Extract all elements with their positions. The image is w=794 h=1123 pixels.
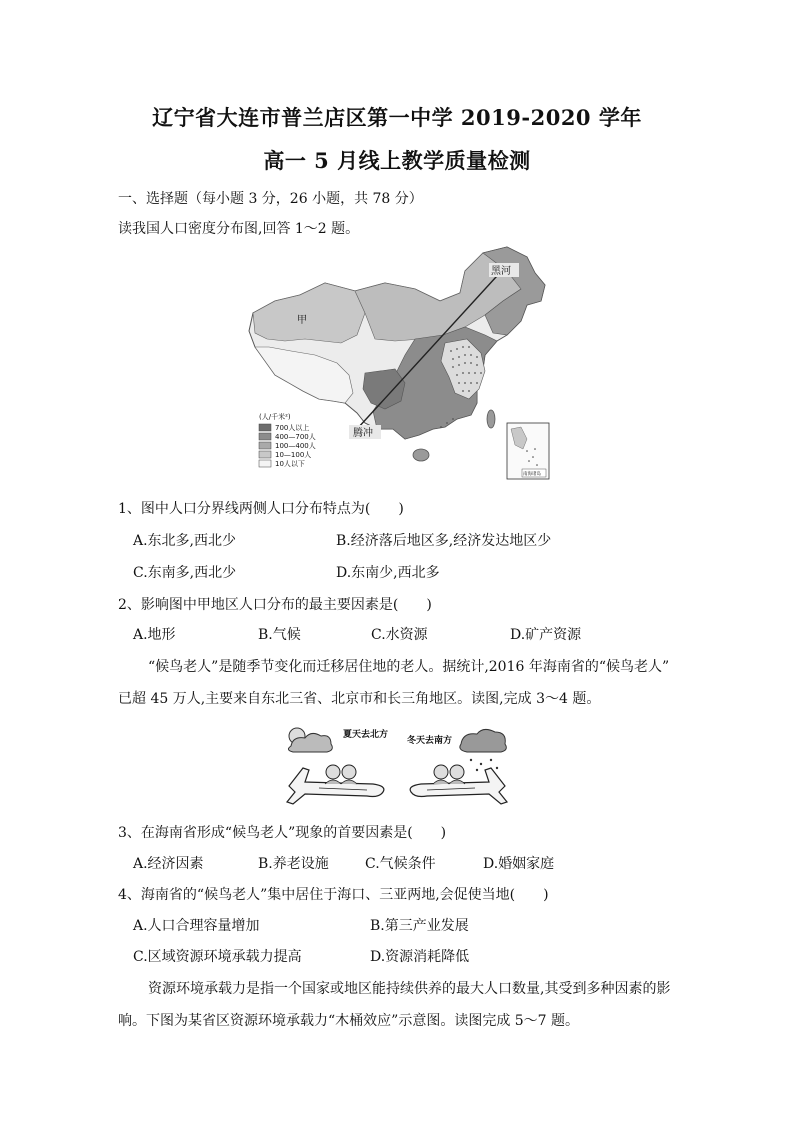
map-taiwan — [487, 410, 495, 428]
q3-option-d: D.婚姻家庭 — [483, 856, 555, 872]
passage-57-line-2: 响。下图为某省区资源环境承载力“木桶效应”示意图。读图完成 5～7 题。 — [118, 1013, 580, 1029]
south-china-sea-inset — [507, 423, 549, 479]
map-hainan — [413, 449, 429, 461]
legend-swatch-4 — [259, 451, 271, 458]
q3-option-b: B.养老设施 — [258, 856, 329, 872]
section-intro: 读我国人口密度分布图,回答 1～2 题。 — [118, 221, 360, 237]
title-line-2: 高一 5 月线上教学质量检测 — [263, 148, 531, 173]
map-label-jia: 甲 — [297, 315, 307, 326]
legend-title: (人/千米²) — [259, 413, 291, 421]
q1-option-a: A.东北多,西北少 — [133, 533, 237, 549]
legend-swatch-5 — [259, 460, 271, 467]
legend-item-4: 10—100人 — [275, 451, 312, 459]
legend-item-5: 10人以下 — [275, 460, 305, 468]
legend-swatch-2 — [259, 433, 271, 440]
q4-option-a: A.人口合理容量增加 — [133, 918, 260, 934]
title-line-1: 辽宁省大连市普兰店区第一中学 2019-2020 学年 — [152, 105, 642, 130]
q4-option-d: D.资源消耗降低 — [370, 949, 470, 965]
passage-34-line-1: “候鸟老人”是随季节变化而迁移居住地的老人。据统计,2016 年海南省的“候鸟老人” — [148, 659, 670, 675]
population-density-map — [245, 243, 555, 483]
migratory-elders-illustration — [283, 720, 511, 808]
q3-option-c: C.气候条件 — [365, 856, 436, 872]
q3-stem: 3、在海南省形成“候鸟老人”现象的首要因素是( ) — [118, 825, 447, 841]
legend-item-3: 100—400人 — [275, 442, 316, 450]
q4-option-b: B.第三产业发展 — [370, 918, 469, 934]
map-legend — [259, 412, 316, 468]
q1-stem: 1、图中人口分界线两侧人口分布特点为( ) — [118, 501, 404, 517]
passage-34-line-2: 已超 45 万人,主要来自东北三省、北京市和长三角地区。读图,完成 3～4 题。 — [118, 691, 601, 707]
q2-option-b: B.气候 — [258, 627, 301, 643]
legend-item-1: 700人以上 — [275, 424, 310, 432]
map-region-northwest — [253, 283, 365, 343]
map-label-heihe: 黑河 — [491, 266, 511, 277]
legend-swatch-3 — [259, 442, 271, 449]
q2-option-d: D.矿产资源 — [510, 627, 582, 643]
q1-option-b: B.经济落后地区多,经济发达地区少 — [336, 533, 552, 549]
inset-label: 南海诸岛 — [523, 472, 541, 477]
q2-option-c: C.水资源 — [371, 627, 428, 643]
q2-stem: 2、影响图中甲地区人口分布的最主要因素是( ) — [118, 597, 432, 613]
q4-stem: 4、海南省的“候鸟老人”集中居住于海口、三亚两地,会促使当地( ) — [118, 887, 549, 903]
passage-57-line-1: 资源环境承载力是指一个国家或地区能持续供养的最大人口数量,其受到多种因素的影 — [148, 981, 671, 997]
map-label-tengchong: 腾冲 — [353, 428, 373, 439]
q3-option-a: A.经济因素 — [133, 856, 204, 872]
q1-option-d: D.东南少,西北多 — [336, 565, 440, 581]
caption-summer-north: 夏天去北方 — [343, 730, 389, 740]
caption-winter-south: 冬天去南方 — [407, 736, 453, 746]
q1-option-c: C.东南多,西北少 — [133, 565, 237, 581]
q2-option-a: A.地形 — [133, 627, 176, 643]
legend-item-2: 400—700人 — [275, 433, 316, 441]
section-heading: 一、选择题（每小题 3 分，26 小题，共 78 分） — [118, 191, 423, 207]
legend-swatch-1 — [259, 424, 271, 431]
q4-option-c: C.区域资源环境承载力提高 — [133, 949, 302, 965]
